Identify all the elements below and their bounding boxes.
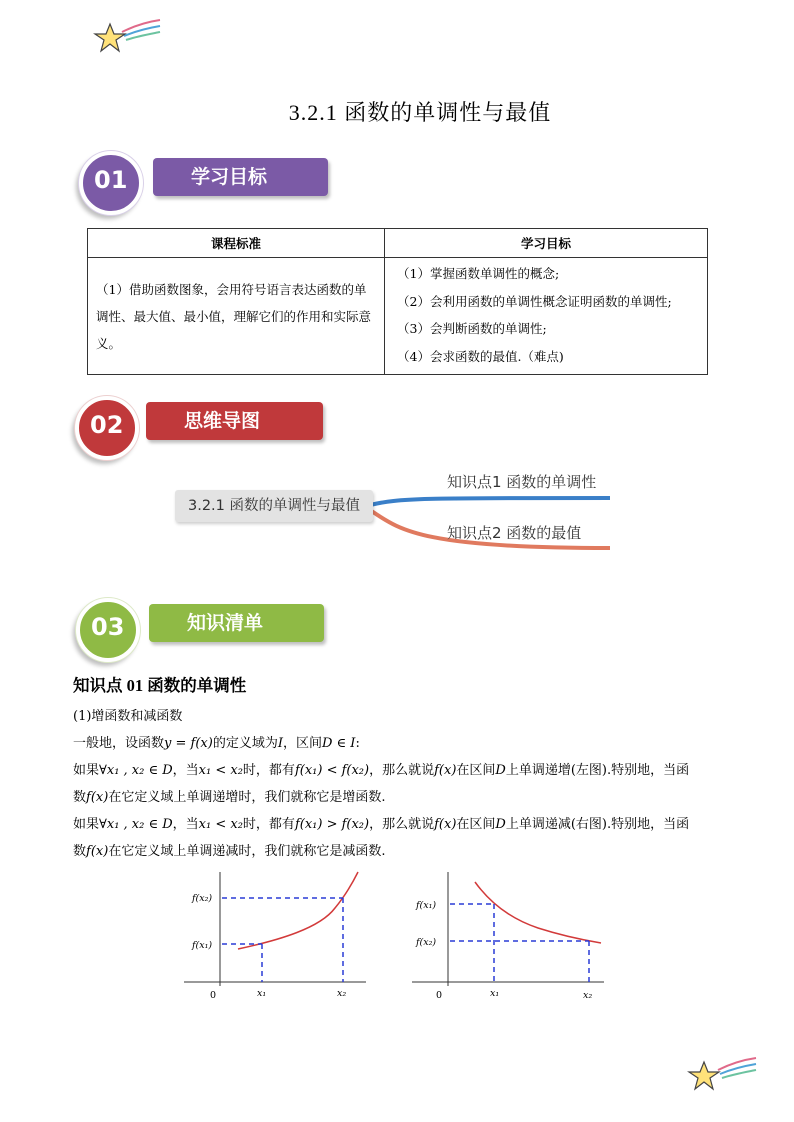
- star-decoration-top: [92, 18, 162, 58]
- label-fx1: f(x₁): [416, 900, 437, 911]
- mind-map-branch-2: 知识点2 函数的最值: [447, 524, 582, 542]
- mind-map-root: 3.2.1 函数的单调性与最值: [175, 490, 373, 522]
- section-03-number: 03: [91, 613, 125, 641]
- increasing-curve: [238, 872, 358, 949]
- mind-map-branch-1: 知识点1 函数的单调性: [447, 473, 597, 491]
- label-x2: x₂: [337, 988, 347, 999]
- table-header-objectives: 学习目标: [385, 229, 708, 258]
- decreasing-definition-line2: 数f(x)在它定义域上单调递减时，我们就称它是减函数.: [73, 844, 386, 859]
- goals-table: [87, 228, 708, 375]
- page-title: 3.2.1 函数的单调性与最值: [288, 100, 552, 125]
- section-03-label: 知识清单: [149, 604, 324, 642]
- objective-item: （4）会求函数的最值.（难点): [397, 348, 564, 364]
- section-01-label: 学习目标: [153, 158, 328, 196]
- objectives-cell: [385, 258, 708, 375]
- section-01-number: 01: [94, 166, 128, 194]
- label-x1: x₁: [257, 988, 267, 999]
- objective-item: （3）会判断函数的单调性;: [397, 321, 547, 336]
- objective-item: （1）掌握函数单调性的概念;: [397, 266, 560, 281]
- branch-line-1: [370, 498, 610, 505]
- label-origin: 0: [210, 990, 217, 1001]
- decreasing-function-graph: [408, 868, 608, 1010]
- decreasing-definition-line1: 如果∀x₁ , x₂ ∈ D，当x₁ < x₂时，都有f(x₁) > f(x₂)，那么就说f(x)在区间D上单调递减(右图).特别地，当函: [73, 817, 690, 832]
- label-fx2: f(x₂): [416, 937, 437, 948]
- star-decoration-bottom: [686, 1054, 758, 1098]
- knowledge-point-heading: 知识点 01 函数的单调性: [73, 676, 247, 695]
- table-header-standard: 课程标准: [88, 229, 385, 258]
- increasing-function-graph: [180, 868, 370, 1010]
- section-02-label: 思维导图: [146, 402, 323, 440]
- course-standard-cell: （1）借助函数图象，会用符号语言表达函数的单调性、最大值、最小值，理解它们的作用和实际意义。: [88, 258, 385, 375]
- increasing-definition-line2: 数f(x)在它定义域上单调递增时，我们就称它是增函数.: [73, 790, 386, 805]
- objective-item: （2）会利用函数的单调性概念证明函数的单调性;: [397, 293, 672, 309]
- subheading: (1)增函数和减函数: [73, 709, 183, 724]
- definition-intro: 一般地，设函数y = f(x)的定义域为I，区间D ∈ I:: [73, 736, 360, 751]
- label-x1: x₁: [490, 988, 500, 999]
- label-fx1: f(x₁): [192, 940, 213, 951]
- section-02-number: 02: [90, 411, 124, 439]
- label-origin: 0: [436, 990, 443, 1001]
- label-fx2: f(x₂): [192, 893, 213, 904]
- label-x2: x₂: [583, 990, 593, 1001]
- increasing-definition-line1: 如果∀x₁ , x₂ ∈ D，当x₁ < x₂时，都有f(x₁) < f(x₂)，那么就说f(x)在区间D上单调递增(左图).特别地，当函: [73, 763, 690, 778]
